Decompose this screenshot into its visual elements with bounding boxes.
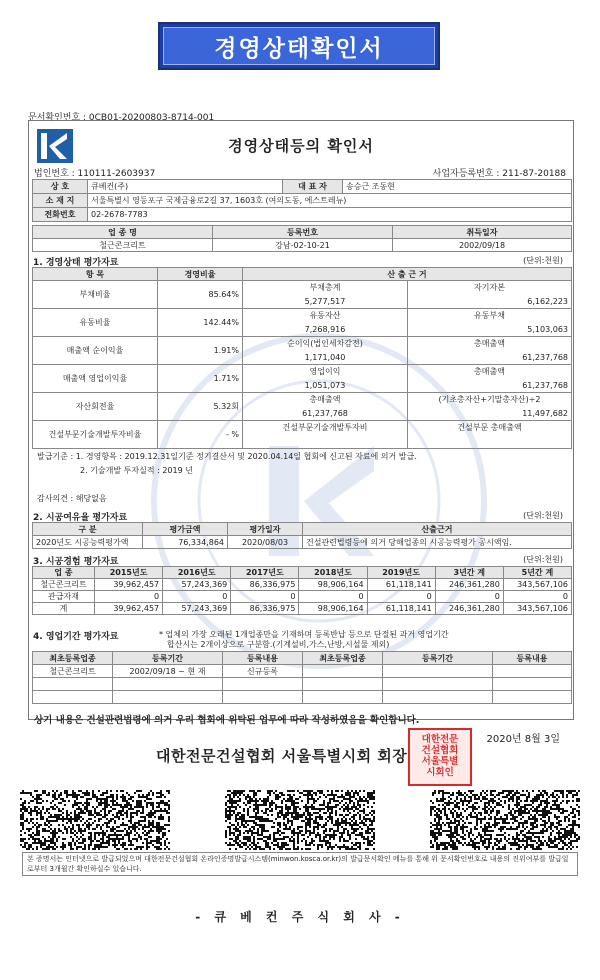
management-ratio-table [32,267,572,449]
ratio-row [33,281,572,295]
ratio-item: 매출액 순이익율 [33,337,158,365]
company-info-table [32,179,572,222]
verification-footnote: 본 증명서는 인터넷으로 발급되었으며 대한전문건설협회 온라인증명발급시스템(minwon.kosca.or.kr)의 발급문서확인 메뉴를 통해 위 문서확인번호로 내용의 진위여부를 발급일로부터 3개월간 확인하실수 있습니다. [22,852,578,876]
section4-note-1: * 업체의 가장 오래된 1개업종만을 기재하며 등록반납 등으로 단절된 과거 영업기간 [159,630,449,639]
address-label: 소 재 지 [33,194,88,208]
banner-title: 경영상태확인서 [163,27,435,65]
ratio-value: 85.64% [158,281,243,309]
verification-barcode-center [225,790,375,850]
basis-value-2: 61,237,768 [408,351,572,365]
basis-line-1: 1. 경영항목 : 2019.12.31일기준 정기결산서 및 2020.04.14일 협회에 신고된 자료에 의거 발급. [75,452,417,461]
basis-label-2: 총매출액 [408,365,572,379]
basis-value-1: 1,051,073 [243,379,408,393]
basis-label-2: 유동부채 [408,309,572,323]
business-period-cell [383,665,493,678]
company-phone: 02-2678-7783 [88,208,572,222]
issuance-basis [37,451,417,462]
experience-amount: 57,243,369 [163,603,231,615]
ratio-value: 5.32회 [158,393,243,421]
section3-unit: (단위:천원) [523,555,563,564]
experience-amount: 246,361,280 [435,579,503,591]
s2-category: 2020년도 시공능력평가액 [33,536,143,549]
section1-unit: (단위:천원) [523,256,563,265]
reg-header-number: 등록번호 [213,226,393,239]
ceo-name: 송승근 조동현 [343,180,572,194]
experience-amount: 86,336,975 [231,603,299,615]
ratio-value: 1.71% [158,365,243,393]
business-period-cell [223,691,303,704]
experience-industry: 철근콘크리트 [33,579,95,591]
reg-header-date: 취득일자 [393,226,572,239]
experience-amount: 0 [503,591,571,603]
basis-label-2: 총매출액 [408,337,572,351]
experience-amount: 61,118,141 [367,603,435,615]
experience-amount: 0 [163,591,231,603]
ratio-item: 유동비율 [33,309,158,337]
s4-header: 등록내용 [493,652,572,665]
verification-barcode-left [20,790,170,850]
reg-date: 2002/09/18 [393,239,572,252]
ratio-item: 건설부문기술개발투자비율 [33,421,158,449]
business-period-cell [33,678,113,691]
s2-amount: 76,334,864 [143,536,228,549]
s4-header: 등록기간 [113,652,223,665]
basis-label-1: 유동자산 [243,309,408,323]
business-period-cell [383,678,493,691]
section2-unit: (단위:천원) [523,511,563,520]
ratio-row [33,337,572,351]
business-period-cell [303,691,383,704]
basis-label: 발급기준 : [37,452,74,461]
basis-label-1: 건설부문기술개발투자비 [243,421,408,435]
company-name-label: 상 호 [33,180,88,194]
business-period-cell [33,691,113,704]
section4-title: 4. 영업기간 평가자료 [33,632,119,642]
basis-label-2: 자기자본 [408,281,572,295]
company-name: 큐베컨(주) [88,180,283,194]
basis-value-1: 1,171,040 [243,351,408,365]
basis-label-1: 영업이익 [243,365,408,379]
official-seal-stamp: 대한전문 건설협회 서울특별 시회인 [408,728,472,786]
s4-header: 등록기간 [383,652,493,665]
experience-industry: 관급자재 [33,591,95,603]
section2-title: 2. 시공여유율 평가자료 [33,513,128,523]
business-period-cell [303,678,383,691]
basis-value-1 [243,435,408,449]
construction-experience-table [32,566,572,615]
experience-amount: 61,118,141 [367,579,435,591]
document-banner [158,22,440,70]
s3-header: 2017년도 [231,567,299,579]
basis-value-2: 11,497,682 [408,407,572,421]
section4-note-2: 합산시는 2개이상으로 구분함.(기계설비,가스,난방,시설물 제외) [167,640,390,649]
certificate [28,120,574,720]
s4-header: 등록내용 [223,652,303,665]
ratio-row [33,421,572,435]
basis-label-1: 총매출액 [243,393,408,407]
s2-header-amount: 평가금액 [143,523,228,536]
experience-amount: 343,567,106 [503,603,571,615]
basis-label-1: 부채총계 [243,281,408,295]
business-period-cell [493,665,572,678]
experience-amount: 0 [367,591,435,603]
certificate-title: 경영상태등의 확인서 [228,137,374,155]
phone-label: 전화번호 [33,208,88,222]
header-basis: 산 출 근 거 [243,268,572,281]
business-period-cell [493,678,572,691]
experience-amount: 0 [231,591,299,603]
experience-amount: 98,906,164 [299,603,367,615]
s3-header: 2018년도 [299,567,367,579]
ratio-value: - % [158,421,243,449]
legal-confirmation-text: 상기 내용은 건설관련법령에 의거 우리 협회에 위탁된 업무에 따라 작성하였음을 확인합니다. [34,715,420,726]
business-period-row [33,678,572,691]
reg-header-industry: 업 종 명 [33,226,213,239]
experience-industry: 계 [33,603,95,615]
business-period-cell [113,691,223,704]
basis-value-2 [408,435,572,449]
s2-date: 2020/08/03 [228,536,303,549]
ratio-item: 매출액 영업이익율 [33,365,158,393]
header-item: 항 목 [33,268,158,281]
basis-line-2: 2. 기술개발 투자실적 : 2019 년 [80,466,193,475]
issue-date: 2020년 8월 3일 [486,734,560,745]
ratio-row [33,393,572,407]
business-period-cell: 2002/09/18 ~ 현 재 [113,665,223,678]
s2-header-date: 평가일자 [228,523,303,536]
basis-value-1: 5,277,517 [243,295,408,309]
experience-amount: 343,567,106 [503,579,571,591]
ratio-item: 자산회전율 [33,393,158,421]
ratio-row [33,309,572,323]
company-footer: - 큐 베 컨 주 식 회 사 - [195,910,405,924]
business-period-cell: 철근콘크리트 [33,665,113,678]
business-period-cell [223,678,303,691]
reg-number: 강남-02-10-21 [213,239,393,252]
s3-header: 2016년도 [163,567,231,579]
corporate-registration-number: 법인번호 : 110111-2603937 [34,169,156,179]
business-period-cell [303,665,383,678]
ratio-value: 1.91% [158,337,243,365]
business-period-table [32,651,572,704]
section3-title: 3. 시공경험 평가자료 [33,557,119,567]
s3-header: 2015년도 [95,567,163,579]
s3-header: 2019년도 [367,567,435,579]
verification-barcode-right [430,790,580,850]
reg-industry: 철근콘크리트 [33,239,213,252]
s2-header-category: 구 분 [33,523,143,536]
document-confirmation-number: 문서확인번호 : 0CB01-20200803-8714-001 [28,113,215,123]
business-period-cell [383,691,493,704]
section1-title: 1. 경영상태 평가자료 [33,258,119,268]
construction-capacity-table [32,522,572,549]
s3-header: 5년간 계 [503,567,571,579]
ratio-item: 부채비율 [33,281,158,309]
registration-table [32,225,572,252]
experience-amount: 0 [95,591,163,603]
header-ratio: 경영비율 [158,268,243,281]
s2-basis: 건설관련법령등에 의거 당해업종의 시공능력평가 공시액임. [303,536,572,549]
experience-amount: 0 [435,591,503,603]
registration-id-row [32,165,570,179]
s4-header: 최초등록업종 [33,652,113,665]
basis-label-1: 순이익(법인세차감전) [243,337,408,351]
basis-value-2: 6,162,223 [408,295,572,309]
experience-row [33,579,572,591]
basis-label-2: (기초총자산+기말총자산)÷2 [408,393,572,407]
experience-amount: 0 [299,591,367,603]
business-period-cell [113,678,223,691]
s3-header: 업 종 [33,567,95,579]
experience-amount: 86,336,975 [231,579,299,591]
business-period-row [33,665,572,678]
basis-value-1: 61,237,768 [243,407,408,421]
issuing-organization: 대한전문건설협회 서울특별시회 회장 [156,747,408,765]
audit-opinion: 감사의견 : 해당없음 [37,494,107,503]
basis-label-2: 건설부문 총매출액 [408,421,572,435]
company-address: 서울특별시 영등포구 국제금융로2길 37, 1603호 (여의도동, 에스트레뉴) [88,194,572,208]
experience-amount: 39,962,457 [95,603,163,615]
experience-row [33,591,572,603]
business-registration-number: 사업자등록번호 : 211-87-20188 [432,169,566,179]
ratio-row [33,365,572,379]
experience-amount: 39,962,457 [95,579,163,591]
s4-header: 최초등록업종 [303,652,383,665]
basis-value-2: 5,103,063 [408,323,572,337]
experience-amount: 57,243,369 [163,579,231,591]
experience-amount: 246,361,280 [435,603,503,615]
basis-value-1: 7,268,916 [243,323,408,337]
business-period-cell [493,691,572,704]
experience-row [33,603,572,615]
ceo-label: 대 표 자 [283,180,343,194]
business-period-cell: 신규등록 [223,665,303,678]
s2-header-basis: 산출근거 [303,523,572,536]
s3-header: 3년간 계 [435,567,503,579]
business-period-row [33,691,572,704]
basis-value-2: 61,237,768 [408,379,572,393]
ratio-value: 142.44% [158,309,243,337]
experience-amount: 98,906,164 [299,579,367,591]
